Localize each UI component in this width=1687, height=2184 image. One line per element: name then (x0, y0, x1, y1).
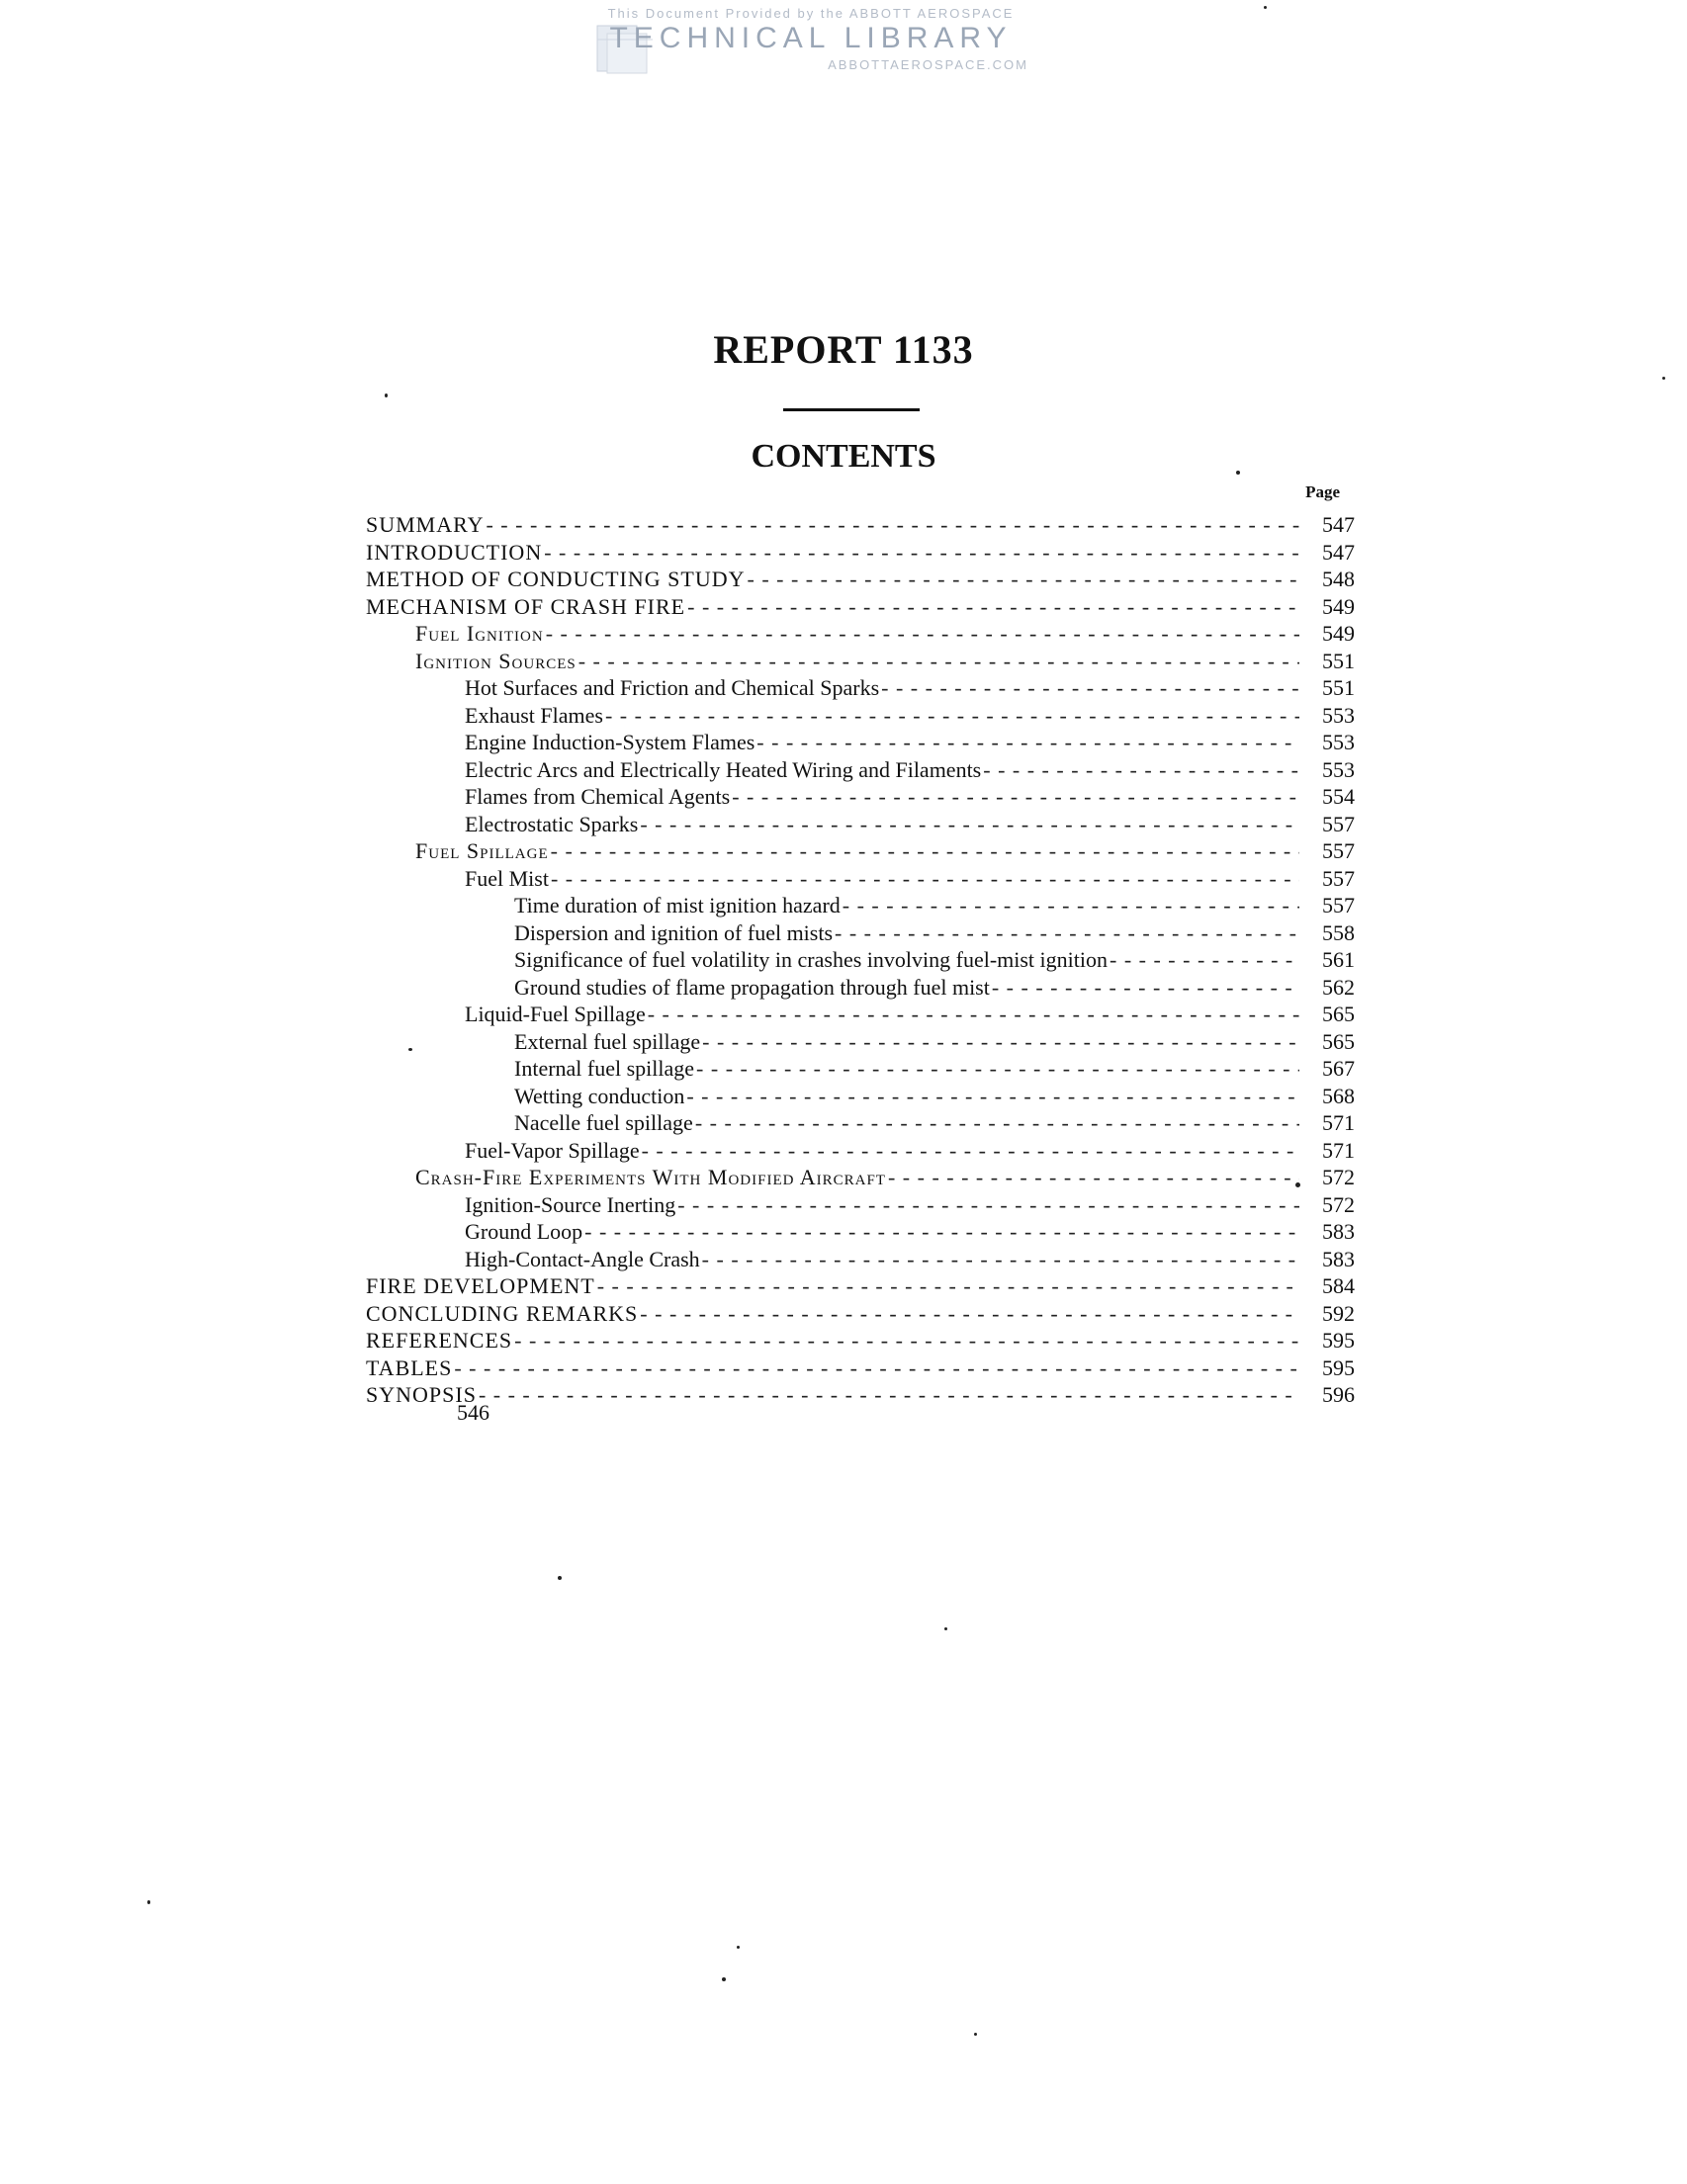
scan-speck (408, 1048, 412, 1051)
toc-entry (415, 1164, 1355, 1190)
toc-entry-label: METHOD OF CONDUCTING STUDY (366, 567, 746, 591)
toc-entry-label: CONCLUDING REMARKS (366, 1301, 639, 1326)
toc-entry-label: Ground studies of flame propagation through fuel mist (514, 975, 990, 1000)
toc-entry (514, 1109, 1355, 1136)
toc-entry (514, 974, 1355, 1001)
toc-entry-label: Wetting conduction (514, 1084, 685, 1108)
toc-entry-page: 565 (1322, 1002, 1355, 1026)
scan-speck (147, 1900, 150, 1904)
toc-dot-leader (677, 1191, 1299, 1218)
toc-entry-page: 567 (1322, 1056, 1355, 1081)
toc-entry-page: 549 (1322, 594, 1355, 619)
toc-entry-page: 565 (1322, 1029, 1355, 1054)
toc-entry (366, 539, 1355, 566)
scan-speck (385, 393, 388, 397)
toc-entry-label: MECHANISM OF CRASH FIRE (366, 594, 686, 619)
toc-dot-leader (881, 674, 1299, 701)
toc-dot-leader (696, 1055, 1299, 1082)
toc-entry (514, 919, 1355, 946)
scan-speck (1236, 471, 1240, 475)
toc-entry-page: 592 (1322, 1301, 1355, 1326)
scan-speck (737, 1946, 740, 1949)
toc-dot-leader (454, 1354, 1299, 1381)
toc-entry-page: 572 (1322, 1165, 1355, 1189)
toc-entry-label: Ignition Sources (415, 649, 577, 673)
toc-dot-leader (695, 1109, 1299, 1136)
toc-dot-leader (687, 593, 1299, 620)
toc-entry-page: 572 (1322, 1192, 1355, 1217)
toc-dot-leader (640, 1300, 1299, 1327)
toc-dot-leader (756, 729, 1299, 755)
toc-dot-leader (843, 892, 1299, 918)
toc-entry (465, 1001, 1355, 1027)
toc-entry-page: 595 (1322, 1328, 1355, 1353)
toc-entry-label: External fuel spillage (514, 1029, 701, 1054)
toc-entry-page: 553 (1322, 703, 1355, 728)
toc-entry-page: 557 (1322, 838, 1355, 863)
toc-dot-leader (642, 1137, 1299, 1164)
toc-entry (514, 1028, 1355, 1055)
toc-entry-page: 596 (1322, 1382, 1355, 1407)
toc-entry-label: Fuel-Vapor Spillage (465, 1138, 640, 1163)
toc-entry-label: SUMMARY (366, 512, 485, 537)
toc-entry-label: Electrostatic Sparks (465, 812, 639, 836)
toc-dot-leader (1110, 946, 1299, 973)
toc-entry (415, 620, 1355, 647)
toc-entry-page: 571 (1322, 1138, 1355, 1163)
toc-dot-leader (479, 1381, 1299, 1408)
toc-dot-leader (983, 756, 1299, 783)
toc-entry-label: Crash-Fire Experiments With Modified Aircraft (415, 1165, 886, 1189)
toc-dot-leader (686, 1083, 1299, 1109)
toc-dot-leader (605, 702, 1299, 729)
toc-entry (514, 1083, 1355, 1109)
toc-entry-label: Liquid-Fuel Spillage (465, 1002, 646, 1026)
toc-entry-page: 547 (1322, 540, 1355, 565)
toc-entry (415, 648, 1355, 674)
scan-speck (1264, 6, 1267, 9)
toc-entry (465, 702, 1355, 729)
toc-entry-page: 571 (1322, 1110, 1355, 1135)
toc-entry-label: Electric Arcs and Electrically Heated Wiring and Filaments (465, 757, 982, 782)
watermark-website: ABBOTTAEROSPACE.COM (828, 57, 1028, 72)
toc-entry-page: 548 (1322, 567, 1355, 591)
toc-entry-label: Nacelle fuel spillage (514, 1110, 693, 1135)
toc-entry (366, 1354, 1355, 1381)
toc-entry-label: Ignition-Source Inerting (465, 1192, 676, 1217)
toc-entry-page: 557 (1322, 866, 1355, 891)
report-title: REPORT 1133 (713, 327, 974, 372)
toc-entry-page: 554 (1322, 784, 1355, 809)
scan-speck (1662, 377, 1665, 380)
toc-dot-leader (835, 919, 1299, 946)
toc-dot-leader (584, 1218, 1299, 1245)
scan-speck (974, 2033, 977, 2036)
toc-entry (366, 511, 1355, 538)
toc-entry (465, 783, 1355, 810)
toc-entry-page: 549 (1322, 621, 1355, 646)
title-rule (783, 408, 920, 411)
toc-entry-page: 583 (1322, 1219, 1355, 1244)
toc-entry-page: 557 (1322, 812, 1355, 836)
contents-title: CONTENTS (751, 438, 936, 475)
toc-entry-label: Internal fuel spillage (514, 1056, 695, 1081)
scan-speck (722, 1977, 726, 1981)
toc-entry (465, 729, 1355, 755)
scan-speck (1295, 1182, 1300, 1187)
toc-entry-label: Flames from Chemical Agents (465, 784, 731, 809)
page-column-label: Page (1305, 482, 1340, 501)
toc-entry-page: 557 (1322, 893, 1355, 917)
toc-dot-leader (546, 620, 1299, 647)
toc-dot-leader (732, 783, 1299, 810)
toc-entry-label: Engine Induction-System Flames (465, 730, 755, 754)
toc-entry-page: 561 (1322, 947, 1355, 972)
toc-entry (415, 837, 1355, 864)
toc-entry-page: 595 (1322, 1355, 1355, 1380)
toc-entry (514, 1055, 1355, 1082)
toc-entry-page: 553 (1322, 757, 1355, 782)
toc-dot-leader (640, 811, 1299, 837)
toc-dot-leader (648, 1001, 1299, 1027)
watermark-provided-by: This Document Provided by the ABBOTT AEROSPACE (607, 6, 1015, 21)
toc-entry-page: 551 (1322, 649, 1355, 673)
toc-entry-label: REFERENCES (366, 1328, 513, 1353)
toc-entry-label: SYNOPSIS (366, 1382, 477, 1407)
toc-entry-page: 584 (1322, 1273, 1355, 1298)
watermark-library-name: TECHNICAL LIBRARY (609, 22, 1013, 54)
toc-entry-page: 547 (1322, 512, 1355, 537)
toc-entry (465, 811, 1355, 837)
scan-speck (944, 1627, 947, 1630)
toc-entry-label: Dispersion and ignition of fuel mists (514, 920, 834, 945)
toc-dot-leader (551, 837, 1299, 864)
toc-entry-page: 562 (1322, 975, 1355, 1000)
toc-entry-page: 558 (1322, 920, 1355, 945)
toc-entry-page: 551 (1322, 675, 1355, 700)
toc-entry (366, 1381, 1355, 1408)
toc-dot-leader (992, 974, 1299, 1001)
toc-entry-label: Fuel Ignition (415, 621, 544, 646)
toc-entry-label: Hot Surfaces and Friction and Chemical Sparks (465, 675, 880, 700)
toc-entry-label: INTRODUCTION (366, 540, 543, 565)
toc-entry-label: Fuel Spillage (415, 838, 549, 863)
toc-entry (514, 946, 1355, 973)
toc-entry (366, 593, 1355, 620)
toc-entry-page: 553 (1322, 730, 1355, 754)
toc-entry (514, 892, 1355, 918)
toc-dot-leader (702, 1246, 1299, 1272)
toc-dot-leader (578, 648, 1299, 674)
toc-dot-leader (486, 511, 1299, 538)
toc-entry (465, 1191, 1355, 1218)
watermark (554, 4, 1068, 83)
toc-entry-label: Exhaust Flames (465, 703, 603, 728)
toc-entry-page: 568 (1322, 1084, 1355, 1108)
toc-dot-leader (544, 539, 1299, 566)
toc-entry (465, 865, 1355, 892)
toc-dot-leader (888, 1164, 1299, 1190)
toc-entry (465, 1246, 1355, 1272)
toc-entry-label: Ground Loop (465, 1219, 583, 1244)
toc-dot-leader (597, 1272, 1299, 1299)
toc-entry (366, 1272, 1355, 1299)
footer-page-number: 546 (457, 1400, 489, 1425)
toc-entry (465, 1137, 1355, 1164)
toc-dot-leader (514, 1327, 1299, 1354)
toc-entry-label: Time duration of mist ignition hazard (514, 893, 841, 917)
toc-entry (465, 1218, 1355, 1245)
toc-entry (366, 1327, 1355, 1354)
toc-dot-leader (748, 566, 1300, 592)
scan-speck (558, 1576, 562, 1580)
toc-entry-label: TABLES (366, 1355, 453, 1380)
toc-entry-label: Significance of fuel volatility in crashes involving fuel-mist ignition (514, 947, 1108, 972)
toc-entry (366, 1300, 1355, 1327)
toc-dot-leader (551, 865, 1299, 892)
toc-entry (465, 674, 1355, 701)
toc-entry-label: High-Contact-Angle Crash (465, 1247, 700, 1271)
toc-entry (465, 756, 1355, 783)
toc-entry-label: FIRE DEVELOPMENT (366, 1273, 595, 1298)
toc-entry (366, 566, 1355, 592)
toc-dot-leader (702, 1028, 1299, 1055)
toc-entry-page: 583 (1322, 1247, 1355, 1271)
toc-entry-label: Fuel Mist (465, 866, 549, 891)
